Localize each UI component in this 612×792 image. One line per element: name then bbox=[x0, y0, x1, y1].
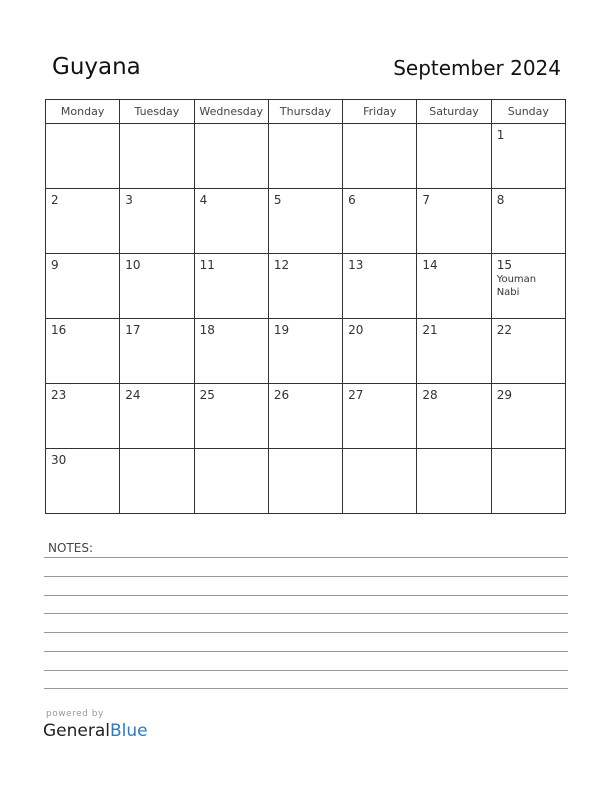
day-number: 30 bbox=[51, 453, 67, 467]
day-number: 23 bbox=[51, 388, 67, 402]
weekday-header: Thursday bbox=[268, 100, 342, 124]
day-number: 16 bbox=[51, 323, 67, 337]
day-cell bbox=[268, 189, 342, 254]
week-row bbox=[46, 319, 566, 384]
weekday-header: Saturday bbox=[417, 100, 491, 124]
day-cell bbox=[46, 449, 120, 514]
note-line bbox=[44, 632, 568, 633]
note-line bbox=[44, 576, 568, 577]
day-number: 14 bbox=[422, 258, 438, 272]
day-cell bbox=[120, 384, 194, 449]
day-cell bbox=[120, 124, 194, 189]
day-cell bbox=[343, 189, 417, 254]
day-number: 4 bbox=[199, 193, 208, 207]
week-row bbox=[46, 124, 566, 189]
day-number: 22 bbox=[496, 323, 512, 337]
day-cell bbox=[268, 124, 342, 189]
day-number: 1 bbox=[496, 128, 505, 142]
weekday-header: Wednesday bbox=[194, 100, 268, 124]
week-row bbox=[46, 254, 566, 319]
day-cell bbox=[343, 254, 417, 319]
day-cell bbox=[120, 189, 194, 254]
day-cell bbox=[46, 319, 120, 384]
day-cell bbox=[120, 319, 194, 384]
day-cell bbox=[194, 254, 268, 319]
month-year-title: September 2024 bbox=[393, 56, 561, 80]
day-cell bbox=[417, 254, 491, 319]
day-number: 18 bbox=[199, 323, 215, 337]
weekday-header: Tuesday bbox=[120, 100, 194, 124]
day-number: 3 bbox=[125, 193, 133, 207]
day-number: 11 bbox=[199, 258, 215, 272]
day-number: 26 bbox=[273, 388, 290, 402]
calendar-grid bbox=[45, 99, 566, 514]
day-number: 20 bbox=[348, 323, 364, 337]
note-line bbox=[44, 688, 568, 689]
day-cell bbox=[268, 384, 342, 449]
note-line bbox=[44, 613, 568, 614]
day-number: 25 bbox=[199, 388, 215, 402]
weekday-header: Sunday bbox=[491, 100, 565, 124]
day-cell bbox=[491, 124, 565, 189]
day-cell bbox=[194, 189, 268, 254]
day-cell bbox=[194, 384, 268, 449]
brand-blue-text: Blue bbox=[110, 721, 148, 741]
day-number: 7 bbox=[422, 193, 431, 207]
day-number: 17 bbox=[125, 323, 141, 337]
day-cell bbox=[120, 449, 194, 514]
day-number: 2 bbox=[51, 193, 59, 207]
day-cell bbox=[268, 254, 342, 319]
day-cell bbox=[194, 319, 268, 384]
day-number: 19 bbox=[273, 323, 290, 337]
note-line bbox=[44, 670, 568, 671]
day-cell bbox=[491, 384, 565, 449]
day-cell bbox=[268, 319, 342, 384]
day-cell bbox=[194, 449, 268, 514]
day-number: 15 bbox=[496, 258, 512, 272]
day-number: 9 bbox=[51, 258, 59, 272]
day-cell bbox=[46, 124, 120, 189]
day-cell bbox=[491, 319, 565, 384]
day-cell bbox=[194, 124, 268, 189]
week-row bbox=[46, 189, 566, 254]
powered-by-text: powered by bbox=[46, 709, 104, 719]
day-cell bbox=[343, 384, 417, 449]
day-number: 12 bbox=[273, 258, 290, 272]
day-number: 8 bbox=[496, 193, 505, 207]
brand-general-text: General bbox=[43, 721, 110, 741]
day-cell bbox=[491, 254, 565, 319]
generalblue-logo[interactable] bbox=[43, 721, 148, 741]
note-line bbox=[44, 557, 568, 558]
day-cell bbox=[343, 124, 417, 189]
day-cell bbox=[120, 254, 194, 319]
day-cell bbox=[46, 189, 120, 254]
week-row bbox=[46, 384, 566, 449]
day-cell bbox=[46, 254, 120, 319]
weekday-header-row bbox=[46, 100, 566, 124]
day-cell bbox=[417, 319, 491, 384]
day-cell bbox=[268, 449, 342, 514]
weekday-header: Monday bbox=[46, 100, 120, 124]
day-number: 29 bbox=[496, 388, 512, 402]
day-number: 10 bbox=[125, 258, 141, 272]
day-number: 5 bbox=[273, 193, 282, 207]
day-cell bbox=[343, 319, 417, 384]
day-number: 27 bbox=[348, 388, 364, 402]
holiday-label: Youman Nabi bbox=[496, 274, 537, 298]
day-cell bbox=[417, 449, 491, 514]
day-cell bbox=[46, 384, 120, 449]
note-line bbox=[44, 595, 568, 596]
day-number: 21 bbox=[422, 323, 438, 337]
weekday-header: Friday bbox=[343, 100, 417, 124]
day-number: 24 bbox=[125, 388, 141, 402]
note-line bbox=[44, 651, 568, 652]
day-cell bbox=[491, 449, 565, 514]
day-cell bbox=[417, 124, 491, 189]
day-number: 13 bbox=[348, 258, 364, 272]
day-cell bbox=[491, 189, 565, 254]
country-title: Guyana bbox=[52, 54, 141, 80]
week-row bbox=[46, 449, 566, 514]
day-number: 6 bbox=[348, 193, 356, 207]
day-cell bbox=[417, 189, 491, 254]
day-cell bbox=[343, 449, 417, 514]
day-cell bbox=[417, 384, 491, 449]
notes-label: NOTES: bbox=[48, 541, 93, 555]
day-number: 28 bbox=[422, 388, 438, 402]
